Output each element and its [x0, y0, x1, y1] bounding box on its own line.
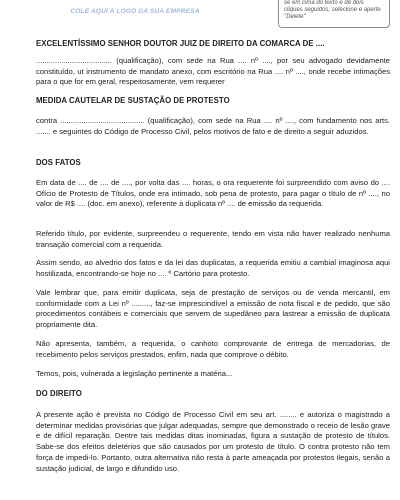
logo-placeholder-text: COLE AQUI A LOGO DA SUA EMPRESA — [70, 8, 200, 15]
facts-heading: DOS FATOS — [36, 158, 81, 167]
instruction-callout — [278, 0, 390, 28]
parties-paragraph: contra ........................................ (qualificação), com sede na Rua .... nº ...., com fundamento nos arts. ....... e seguintes do Código de Processo Civil, pelos motivos de fato e de direito a seguir aduzidos. — [36, 116, 390, 136]
instruction-callout-text: se em cima do texto e dê dois cliques seguidos, selecione e aperte "Delete" — [284, 0, 381, 21]
document-title: MEDIDA CAUTELAR DE SUSTAÇÃO DE PROTESTO — [36, 96, 230, 105]
facts-paragraph-3: Assim sendo, ao alvedrio dos fatos e da lei das duplicatas, a requerida emitiu a cambial imaginosa aqui hostilizada, encontrando-se hoje no .... º Cartório para protesto. — [36, 258, 390, 278]
law-heading: DO DIREITO — [36, 389, 82, 398]
law-paragraph-1: A presente ação é prevista no Código de Processo Civil em seu art. ........ e autoriza o magistrado a determinar medidas provisórias que julgar adequadas, sempre que demonstrado o receio de lesão grave e de difícil reparação. Dentre tais medidas ditas inominadas, figura a sustação de protesto de títulos. Sabe-se dos efeitos deletérios que são causados por um protesto de título. O contra protesto não tem força de impedi-lo. Portanto, outra alternativa não resta à parte ameaçada por protestos ilegais, senão a sustação judicial, de largo e difundido uso. — [36, 410, 390, 473]
address-heading: EXCELENTÍSSIMO SENHOR DOUTOR JUIZ DE DIREITO DA COMARCA DE .... — [36, 39, 325, 48]
logo-placeholder — [0, 0, 270, 14]
facts-paragraph-5: Não apresenta, também, a requerida, o canhoto comprovante de entrega de mercadorias, de recebimento pelos serviços prestados, enfim, nada que comprove o débito. — [36, 339, 390, 359]
facts-paragraph-6: Temos, pois, vulnerada a legislação pertinente a matéria... — [36, 369, 233, 378]
facts-paragraph-2: Referido título, por evidente, surpreendeu o requerente, tendo em vista não haver realizado nenhuma transação comercial com a requerida. — [36, 229, 390, 249]
facts-paragraph-4: Vale lembrar que, para emitir duplicata, seja de prestação de serviços ou de venda mercantil, em conformidade com a Lei nº ........., faz-se imprescindível a emissão de nota fiscal e de pedido, que são procedimentos contábeis e comerciais que servem de supedâneo para lastrear a emissão de duplicata propriamente dita. — [36, 288, 390, 330]
facts-paragraph-1: Em data de .... de .... de ...., por volta das .... horas, o ora requerente foi surpreendido com aviso do .... Ofício de Protesto de Títulos, onde era intimado, sob pena de protesto, para pagar o título de nº ...., no valor de R$ .... (doc. em anexo), referente à duplicata nº .... de emissão da requerida. — [36, 178, 390, 209]
intro-paragraph: .................................... (qualificação), com sede na Rua .... nº ...., por seu advogado devidamente constituído, ut instrumento de mandato anexo, com escritório na Rua .... nº ...., onde recebe intimações para o que for em geral, respeitosamente, vem requerer — [36, 56, 390, 87]
